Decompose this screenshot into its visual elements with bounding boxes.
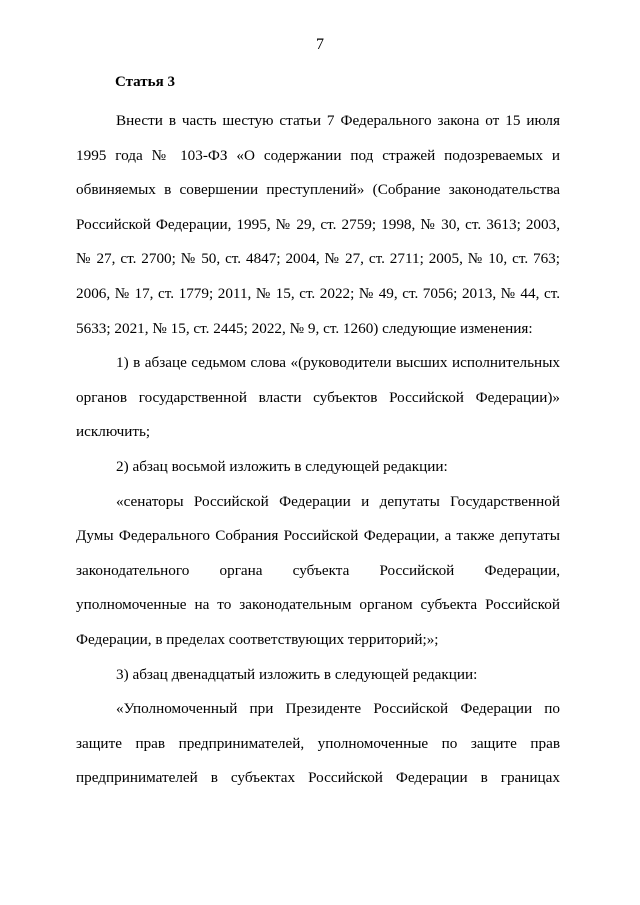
paragraph-quote-2: «Уполномоченный при Президенте Российской Федерации по защите прав предпринимателей, уполномоченные по защите прав предпринимателей в субъектах Российской Федерации в границах bbox=[76, 700, 560, 787]
paragraph-intro: Внести в часть шестую статьи 7 Федерального закона от 15 июля 1995 года № 103-ФЗ «О содержании под стражей подозреваемых и обвиняемых в совершении преступлений» (Собрание законодательства Российской Федерации, 1995, № 29, ст. 2759; 1998, № 30, ст. 3613; 2003, № 27, ст. 2700; № 50, ст. 4847; 2004, № 27, ст. 2711; 2005, № 10, ст. 763; 2006, № 17, ст. 1779; 2011, № 15, ст. 2022; № 49, ст. 7056; 2013, № 44, ст. 5633; 2021, № 15, ст. 2445; 2022, № 9, ст. 1260) следующие изменения: bbox=[76, 112, 560, 337]
paragraph-item-3: 3) абзац двенадцатый изложить в следующей редакции: bbox=[116, 665, 478, 683]
article-title: Статья 3 bbox=[115, 74, 175, 90]
paragraph-item-1: 1) в абзаце седьмом слова «(руководители высших исполнительных органов государственной власти субъектов Российской Федерации)» исключить; bbox=[76, 354, 560, 441]
paragraph-quote-1: «сенаторы Российской Федерации и депутаты Государственной Думы Федерального Собрания Российской Федерации, а также депутаты законодательного органа субъекта Российской Федерации, уполномоченные на то законодательным органом субъекта Российской Федерации, в пределах соответствующих территорий;»; bbox=[76, 492, 560, 648]
paragraph-item-2: 2) абзац восьмой изложить в следующей редакции: bbox=[116, 457, 448, 475]
article-body bbox=[76, 104, 560, 796]
page-number: 7 bbox=[316, 36, 324, 53]
